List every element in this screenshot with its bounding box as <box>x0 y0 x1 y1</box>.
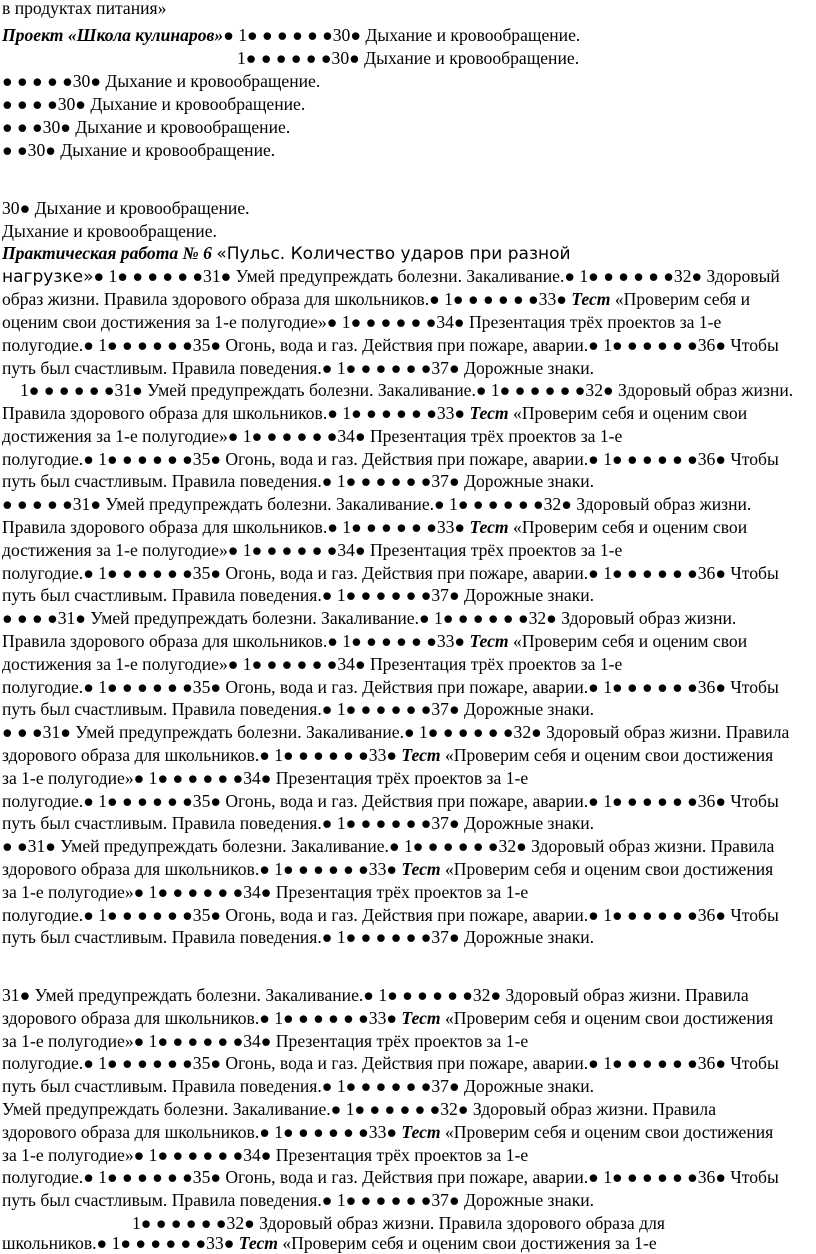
text-line: за 1-е полугодие»● 1● ● ● ● ● ●34● Презентация трёх проектов за 1-е <box>2 768 529 788</box>
text-line: ● ●31● Умей предупреждать болезни. Закаливание.● 1● ● ● ● ● ●32● Здоровый образ жизни. Правила <box>2 836 775 856</box>
text-line <box>2 265 780 288</box>
text-span: образ жизни. Правила здорового образа для школьников.● 1● ● ● ● ● ●33● <box>2 289 572 309</box>
text-line: Дыхание и кровообращение. <box>2 221 217 241</box>
text-span: «Проверим себя и оценим свои достижения <box>440 745 774 765</box>
text-line: оценим свои достижения за 1-е полугодие»● 1● ● ● ● ● ●34● Презентация трёх проектов за 1-е <box>2 312 722 332</box>
text-span: «Проверим себя и оценим свои достижения <box>440 1122 774 1142</box>
text-line: путь был счастливым. Правила поведения.● 1● ● ● ● ● ●37● Дорожные знаки. <box>2 1190 595 1210</box>
text-span: здорового образа для школьников.● 1● ● ● ● ● ●33● <box>2 1122 402 1142</box>
text-line: ● ● ● ● ●30● Дыхание и кровообращение. <box>2 71 321 91</box>
text-span: Правила здорового образа для школьников.● 1● ● ● ● ● ●33● <box>2 403 470 423</box>
test-label: Тест <box>469 403 509 423</box>
text-span: «Проверим себя и оценим свои достижения за 1-е <box>277 1233 657 1253</box>
text-line: за 1-е полугодие»● 1● ● ● ● ● ●34● Презентация трёх проектов за 1-е <box>2 1031 529 1051</box>
text-line: 1● ● ● ● ● ●31● Умей предупреждать болезни. Закаливание.● 1● ● ● ● ● ●32● Здоровый образ жизни. <box>20 380 794 400</box>
text-line <box>2 24 580 46</box>
text-span: нагрузке» <box>2 267 94 287</box>
text-line: путь был счастливым. Правила поведения.● 1● ● ● ● ● ●37● Дорожные знаки. <box>2 1076 595 1096</box>
text-line: полугодие.● 1● ● ● ● ● ●35● Огонь, вода и газ. Действия при пожаре, аварии.● 1● ● ● ● ● ●36● Чтобы <box>2 791 779 811</box>
text-line: достижения за 1-е полугодие»● 1● ● ● ● ● ●34● Презентация трёх проектов за 1-е <box>2 654 623 674</box>
text-line: полугодие.● 1● ● ● ● ● ●35● Огонь, вода и газ. Действия при пожаре, аварии.● 1● ● ● ● ● ●36● Чтобы <box>2 677 779 697</box>
text-line: ● ● ● ● ●31● Умей предупреждать болезни. Закаливание.● 1● ● ● ● ● ●32● Здоровый образ жизни. <box>2 494 752 514</box>
text-span: «Проверим себя и оценим свои достижения <box>440 859 774 879</box>
text-line: полугодие.● 1● ● ● ● ● ●35● Огонь, вода и газ. Действия при пожаре, аварии.● 1● ● ● ● ● ●36● Чтобы <box>2 1167 779 1187</box>
text-line: полугодие.● 1● ● ● ● ● ●35● Огонь, вода и газ. Действия при пожаре, аварии.● 1● ● ● ● ● ●36● Чтобы <box>2 1053 779 1073</box>
text-span: ● 1● ● ● ● ● ●30● Дыхание и кровообращение. <box>223 25 581 45</box>
text-line: 1● ● ● ● ● ●30● Дыхание и кровообращение. <box>237 48 580 68</box>
text-span: здорового образа для школьников.● 1● ● ● ● ● ●33● <box>2 1008 402 1028</box>
text-line: путь был счастливым. Правила поведения.● 1● ● ● ● ● ●37● Дорожные знаки. <box>2 471 595 491</box>
test-label: Тест <box>238 1233 278 1253</box>
text-line: ● ● ●31● Умей предупреждать болезни. Закаливание.● 1● ● ● ● ● ●32● Здоровый образ жизни. Правила <box>2 722 790 742</box>
text-line <box>2 402 747 424</box>
text-span: «Проверим себя и оценим свои <box>508 631 748 651</box>
text-span: Правила здорового образа для школьников.● 1● ● ● ● ● ●33● <box>2 631 470 651</box>
text-line: 1● ● ● ● ● ●32● Здоровый образ жизни. Правила здорового образа для <box>132 1213 665 1233</box>
text-line: достижения за 1-е полугодие»● 1● ● ● ● ● ●34● Презентация трёх проектов за 1-е <box>2 426 623 446</box>
text-line <box>2 1232 657 1254</box>
text-span: «Проверим себя и оценим свои достижения <box>440 1008 774 1028</box>
text-line <box>2 1007 773 1029</box>
text-line: ● ● ●30● Дыхание и кровообращение. <box>2 117 291 137</box>
test-label: Тест <box>401 1122 441 1142</box>
text-line: ● ● ● ●30● Дыхание и кровообращение. <box>2 94 306 114</box>
text-line: путь был счастливым. Правила поведения.● 1● ● ● ● ● ●37● Дорожные знаки. <box>2 927 595 947</box>
text-line <box>2 630 747 652</box>
text-line: ● ● ● ●31● Умей предупреждать болезни. Закаливание.● 1● ● ● ● ● ●32● Здоровый образ жизни. <box>2 608 737 628</box>
text-span: «Проверим себя и <box>610 289 750 309</box>
test-label: Тест <box>401 1008 441 1028</box>
text-line: полугодие.● 1● ● ● ● ● ●35● Огонь, вода и газ. Действия при пожаре, аварии.● 1● ● ● ● ● ●36● Чтобы <box>2 449 779 469</box>
test-label: Тест <box>469 517 509 537</box>
text-span: школьников.● 1● ● ● ● ● ●33● <box>2 1233 239 1253</box>
text-span: «Пульс. Количество ударов при разной <box>216 244 571 264</box>
text-line <box>2 242 571 265</box>
text-line: полугодие.● 1● ● ● ● ● ●35● Огонь, вода и газ. Действия при пожаре, аварии.● 1● ● ● ● ● ●36● Чтобы <box>2 905 779 925</box>
practical-work-title: Практическая работа № 6 <box>2 243 212 263</box>
text-line: за 1-е полугодие»● 1● ● ● ● ● ●34● Презентация трёх проектов за 1-е <box>2 1145 529 1165</box>
text-span: «Проверим себя и оценим свои <box>508 517 748 537</box>
text-line <box>2 744 773 766</box>
text-line <box>2 858 773 880</box>
test-label: Тест <box>469 631 509 651</box>
text-line <box>2 1121 773 1143</box>
text-line <box>2 288 750 310</box>
text-line: путь был счастливым. Правила поведения.● 1● ● ● ● ● ●37● Дорожные знаки. <box>2 699 595 719</box>
project-title: Проект «Школа кулинаров» <box>2 25 224 45</box>
test-label: Тест <box>401 745 441 765</box>
text-line: 31● Умей предупреждать болезни. Закаливание.● 1● ● ● ● ● ●32● Здоровый образ жизни. Правила <box>2 985 749 1005</box>
text-line: ● ●30● Дыхание и кровообращение. <box>2 140 276 160</box>
text-line: за 1-е полугодие»● 1● ● ● ● ● ●34● Презентация трёх проектов за 1-е <box>2 882 529 902</box>
text-line <box>2 516 747 538</box>
text-span: Правила здорового образа для школьников.● 1● ● ● ● ● ●33● <box>2 517 470 537</box>
text-line: 30● Дыхание и кровообращение. <box>2 198 250 218</box>
text-line: полугодие.● 1● ● ● ● ● ●35● Огонь, вода и газ. Действия при пожаре, аварии.● 1● ● ● ● ● ●36● Чтобы <box>2 335 779 355</box>
text-span: «Проверим себя и оценим свои <box>508 403 748 423</box>
text-span: ● 1● ● ● ● ● ●31● Умей предупреждать болезни. Закаливание.● 1● ● ● ● ● ●32● Здоровый <box>93 266 780 286</box>
text-span: здорового образа для школьников.● 1● ● ● ● ● ●33● <box>2 859 402 879</box>
text-line: достижения за 1-е полугодие»● 1● ● ● ● ● ●34● Презентация трёх проектов за 1-е <box>2 540 623 560</box>
text-line: в продуктах питания» <box>2 0 167 18</box>
text-line: полугодие.● 1● ● ● ● ● ●35● Огонь, вода и газ. Действия при пожаре, аварии.● 1● ● ● ● ● ●36● Чтобы <box>2 563 779 583</box>
text-line: путь был счастливым. Правила поведения.● 1● ● ● ● ● ●37● Дорожные знаки. <box>2 358 595 378</box>
text-span: здорового образа для школьников.● 1● ● ● ● ● ●33● <box>2 745 402 765</box>
text-line: Умей предупреждать болезни. Закаливание.● 1● ● ● ● ● ●32● Здоровый образ жизни. Правила <box>2 1099 717 1119</box>
text-line: путь был счастливым. Правила поведения.● 1● ● ● ● ● ●37● Дорожные знаки. <box>2 585 595 605</box>
text-line: путь был счастливым. Правила поведения.● 1● ● ● ● ● ●37● Дорожные знаки. <box>2 813 595 833</box>
test-label: Тест <box>401 859 441 879</box>
test-label: Тест <box>571 289 611 309</box>
